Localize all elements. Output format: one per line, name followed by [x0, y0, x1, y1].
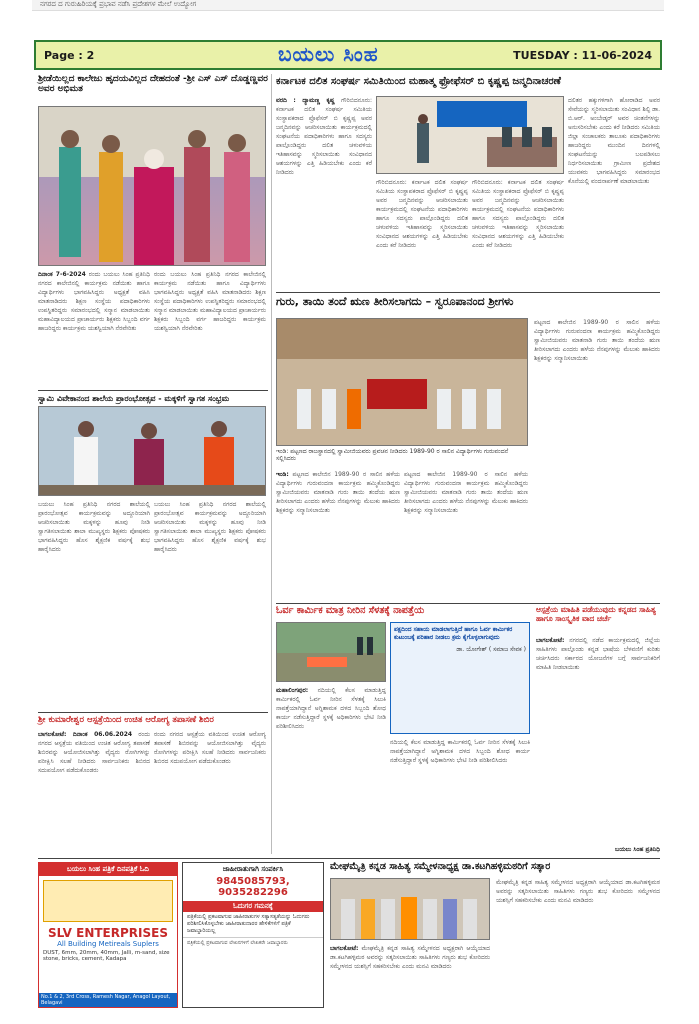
article6-photo	[276, 622, 386, 682]
article6-body-cont: ನದಿಯಲ್ಲಿ ಕೆಲಸ ಮಾಡುತ್ತಿದ್ದ ಕಾರ್ಮಿಕರಲ್ಲಿ ಓರ್ವ ನೀರಿನ ಸೆಳತಕ್ಕೆ ಸಿಲುಕಿ ನಾಪತ್ತೆಯಾಗಿದ್ದಾನೆ ಅಗ್ನಿಶಾಮಕ ದಳದ ಸಿಬ್ಬಂದಿ ಶೋಧ ಕಾರ್ಯ ನಡೆಸುತ್ತಿದ್ದಾರೆ ಸ್ಥಳಕ್ಕೆ ಅಧಿಕಾರಿಗಳು ಭೇಟಿ ನೀಡಿ ಪರಿಶೀಲಿಸಿದರು	[390, 739, 530, 764]
divider	[38, 712, 268, 713]
divider	[38, 390, 268, 391]
divider	[276, 603, 660, 604]
article4-body-col1	[38, 730, 150, 850]
stage-photo-illustration	[277, 319, 528, 446]
article5-body: ಪಟ್ಟಣದ ಕಾಲೇಜಿನ 1989-90 ರ ಸಾಲಿನ ಹಳೆಯ ವಿದ್ಯಾರ್ಥಿಗಳು ಗುರುವಂದನಾ ಕಾರ್ಯಕ್ರಮ ಹಮ್ಮಿಕೊಂಡಿದ್ದರು ಸ್ವಾಮೀಜಿಯವರು ಮಾತನಾಡಿ ಗುರು ತಾಯಿ ತಂದೆಯ ಋಣ ತೀರಿಸಲಾಗದು ಎಂದರು ಹಳೆಯ ನೆನಪುಗಳನ್ನು ಮೆಲುಕು ಹಾಕಿದರು ಶಿಕ್ಷಕರನ್ನು ಸನ್ಮಾನಿಸಲಾಯಿತು	[276, 471, 400, 514]
right-column-top-body: ದಲಿತರ ಹಕ್ಕುಗಳಿಗಾಗಿ ಹೋರಾಡಿದ ಅವರ ಸೇವೆಯನ್ನು ಸ್ಮರಿಸಲಾಯಿತು ಸಂವಿಧಾನ ಶಿಲ್ಪಿ ಡಾ. ಬಿ.ಆರ್. ಅಂಬೇಡ್ಕರ್ ಅವರ ಚಿಂತನೆಗಳನ್ನು ಅನುಸರಿಸಬೇಕು ಎಂದು ಕರೆ ನೀಡಿದರು ಸಮಿತಿಯ ಜಿಲ್ಲಾ ಸಂಚಾಲಕರು ತಾಲೂಕು ಪದಾಧಿಕಾರಿಗಳು ಹಾಜರಿದ್ದರು ಮುಂದಿನ ದಿನಗಳಲ್ಲಿ ಸಂಘಟನೆಯನ್ನು ಬಲಪಡಿಸಲು ನಿರ್ಧರಿಸಲಾಯಿತು ಗ್ರಾಮೀಣ ಪ್ರದೇಶದ ಯುವಕರು ಭಾಗವಹಿಸಿದ್ದರು ಸಮಾರಂಭದ ಕೊನೆಯಲ್ಲಿ ವಂದನಾರ್ಪಣೆ ಮಾಡಲಾಯಿತು	[568, 97, 660, 185]
article3-body: ಬಯಲು ಸಿಂಹ ಪ್ರತಿನಿಧಿ ನಗರದ ಶಾಲೆಯಲ್ಲಿ ಪ್ರಾರಂಭೋತ್ಸವ ಕಾರ್ಯಕ್ರಮವನ್ನು ಅದ್ದೂರಿಯಾಗಿ ಆಚರಿಸಲಾಯಿತು ಮಕ್ಕಳನ್ನು ಹೂವು ನೀಡಿ ಸ್ವಾಗತಿಸಲಾಯಿತು ಶಾಲಾ ಮುಖ್ಯಸ್ಥರು ಶಿಕ್ಷಕರು ಪೋಷಕರು ಭಾಗವಹಿಸಿದ್ದರು ಹೊಸ ಶೈಕ್ಷಣಿಕ ವರ್ಷಕ್ಕೆ ಶುಭ ಹಾರೈಸಿದರು	[38, 501, 150, 553]
divider	[38, 858, 660, 859]
event-photo-illustration	[377, 97, 564, 174]
article2-headline: ಕರ್ನಾಟಕ ದಲಿತ ಸಂಘರ್ಷ ಸಮಿತಿಯಿಂದ ಮಹಾತ್ಮ ಫ್ರೋಫೆಸರ್ ಬಿ ಕೃಷ್ಣಪ್ಪ ಜನ್ಮದಿನಾಚರಣೆ	[276, 76, 561, 87]
article8-body-cont: ಮೇಘಮೈತ್ರಿ ಕನ್ನಡ ಸಾಹಿತ್ಯ ಸಮ್ಮೇಳನದ ಅಧ್ಯಕ್ಷರಾಗಿ ಆಯ್ಕೆಯಾದ ಡಾ.ಕಟಗಿಹಳ್ಳಿಮಠ ಅವರನ್ನು ಸತ್ಕರಿಸಲಾಯಿತು ಸಾಹಿತಿಗಳು ಗಣ್ಯರು ಶುಭ ಕೋರಿದರು ಸಮ್ಮೇಳನದ ಯಶಸ್ಸಿಗೆ ಸಹಕರಿಸಬೇಕು ಎಂದು ಮನವಿ ಮಾಡಿದರು	[496, 879, 660, 904]
article5-body-col2	[404, 470, 528, 600]
article4-headline: ಶ್ರೀ ಕುಮಾರೇಶ್ವರ ಆಸ್ಪತ್ರೆಯಿಂದ ಉಚಿತ ಆರೋಗ್ಯ ತಪಾಸಣೆ ಶಿಬಿರ	[38, 715, 214, 725]
article5-dateline: ಇಂಡಿ:	[276, 471, 289, 478]
article3-photo	[38, 406, 266, 496]
article5-body-col3	[534, 318, 660, 600]
article6-quote: ಪಕ್ಷದಿಂದ ಸಹಾಯ ಮಾಡಲಾಗುತ್ತಿದೆ ಹಾಗೂ ಓರ್ವ ಕಾರ್ಮಿಕರ ಕುಟುಂಬಕ್ಕೆ ಪರಿಹಾರ ನೀಡಲು ಕ್ರಮ ಕೈಗೊಳ್ಳಲಾಗುವುದು	[394, 626, 513, 641]
ad1-header: ಬಯಲು ಸಿಂಹ ಪತ್ರಿಕೆ ದಿನಪತ್ರಿಕೆ ಓದಿ	[39, 863, 177, 876]
advertise-contact-ad	[182, 862, 324, 1008]
article1-body-col1	[38, 270, 150, 388]
article5-body-col1	[276, 470, 400, 600]
article8-body-col2	[496, 878, 660, 1010]
ad1-products: DUST, 6mm, 20mm, 40mm, Jalli, m-sand, size stone, bricks, cement, Kadapa	[43, 950, 170, 962]
article6-headline: ಓರ್ವ ಕಾರ್ಮಿಕ ಮಾತ್ರ ನೀರಿನ ಸೆಳತಕ್ಕೆ ನಾಪತ್ತೆಯ	[276, 605, 425, 616]
article1-headline: ಶ್ರೀಡೆಯಿಲ್ಲದ ಕಾಲೇಜು ಹೃದಯವಿಲ್ಲದ ದೇಹದಂತೆ -ಶ್ರೀ ಎಸ್ ಎಸ್ ದೊಡ್ಡಣ್ಣವರ ಅವರ ಅಭಿಮತ	[38, 74, 268, 95]
masthead	[34, 40, 662, 70]
article8-body-col1	[330, 944, 490, 1010]
page-number: Page : 2	[44, 49, 95, 62]
article6-quote-author: ಡಾ. ಯೋಗೇಶ್ ( ಸಮಾಜ ಸೇವಕ )	[456, 645, 526, 653]
article2-photo	[376, 96, 564, 174]
ad1-tagline: All Building Metireals Suplers	[57, 940, 159, 948]
column-divider	[271, 74, 272, 854]
ad1-photo	[43, 880, 173, 922]
article1-dateline: ದಿನಾಂಕ 7-6-2024	[38, 271, 86, 278]
article7-dateline: ಬಾಗಲಕೋಟೆ:	[536, 637, 565, 644]
article2-body-cont2: ಗೌರಿಬಿದನೂರು: ಕರ್ನಾಟಕ ದಲಿತ ಸಂಘರ್ಷ ಸಮಿತಿಯ ಸಂಸ್ಥಾಪಕರಾದ ಪ್ರೊಫೆಸರ್ ಬಿ ಕೃಷ್ಣಪ್ಪ ಅವರ ಜನ್ಮದಿನವನ್ನು ಆಚರಿಸಲಾಯಿತು ಕಾರ್ಯಕ್ರಮದಲ್ಲಿ ಸಂಘಟನೆಯ ಪದಾಧಿಕಾರಿಗಳು ಹಾಗೂ ಸದಸ್ಯರು ಪಾಲ್ಗೊಂಡಿದ್ದರು ದಲಿತ ಚಳುವಳಿಯ ಇತಿಹಾಸವನ್ನು ಸ್ಮರಿಸಲಾಯಿತು ಸಂವಿಧಾನದ ಆಶಯಗಳನ್ನು ಎತ್ತಿ ಹಿಡಿಯಬೇಕು ಎಂದು ಕರೆ ನೀಡಿದರು	[472, 179, 564, 249]
right-column-top	[568, 96, 660, 288]
article8-headline: ಮೇಘಮೈತ್ರಿ ಕನ್ನಡ ಸಾಹಿತ್ಯ ಸಮ್ಮೇಳನಾಧ್ಯಕ್ಷ ಡಾ.ಕಟಗಿಹಳ್ಳಿಮಠರಿಗೆ ಸತ್ಕಾರ	[330, 861, 551, 872]
article2-body-cont: ಗೌರಿಬಿದನೂರು: ಕರ್ನಾಟಕ ದಲಿತ ಸಂಘರ್ಷ ಸಮಿತಿಯ ಸಂಸ್ಥಾಪಕರಾದ ಪ್ರೊಫೆಸರ್ ಬಿ ಕೃಷ್ಣಪ್ಪ ಅವರ ಜನ್ಮದಿನವನ್ನು ಆಚರಿಸಲಾಯಿತು ಕಾರ್ಯಕ್ರಮದಲ್ಲಿ ಸಂಘಟನೆಯ ಪದಾಧಿಕಾರಿಗಳು ಹಾಗೂ ಸದಸ್ಯರು ಪಾಲ್ಗೊಂಡಿದ್ದರು ದಲಿತ ಚಳುವಳಿಯ ಇತಿಹಾಸವನ್ನು ಸ್ಮರಿಸಲಾಯಿತು ಸಂವಿಧಾನದ ಆಶಯಗಳನ್ನು ಎತ್ತಿ ಹಿಡಿಯಬೇಕು ಎಂದು ಕರೆ ನೀಡಿದರು	[376, 179, 468, 249]
article3-body-col2	[154, 500, 266, 710]
article5-photo	[276, 318, 528, 446]
river-photo-illustration	[277, 623, 386, 682]
article1-body-cont: ರಂದು ಬಯಲು ಸಿಂಹ ಪ್ರತಿನಿಧಿ ನಗರದ ಕಾಲೇಜಿನಲ್ಲಿ ಕಾರ್ಯಕ್ರಮ ನಡೆಯಿತು ಹಾಗೂ ವಿದ್ಯಾರ್ಥಿಗಳು ಭಾಗವಹಿಸಿದ್ದರು ಅಧ್ಯಕ್ಷತೆ ವಹಿಸಿ ಮಾತನಾಡಿದರು ಶಿಕ್ಷಣ ಸಂಸ್ಥೆಯ ಪದಾಧಿಕಾರಿಗಳು ಉಪಸ್ಥಿತರಿದ್ದರು ಸಮಾರಂಭದಲ್ಲಿ ಸನ್ಮಾನ ಮಾಡಲಾಯಿತು ಮಹಾವಿದ್ಯಾಲಯದ ಪ್ರಾಚಾರ್ಯರು ಶಿಕ್ಷಕರು ಸಿಬ್ಬಂದಿ ವರ್ಗ ಹಾಜರಿದ್ದರು ಕಾರ್ಯಕ್ರಮ ಯಶಸ್ವಿಯಾಗಿ ನೆರವೇರಿತು	[154, 271, 266, 332]
article4-body: ರಂದು ನಗರದ ಆಸ್ಪತ್ರೆಯ ವತಿಯಿಂದ ಉಚಿತ ಆರೋಗ್ಯ ತಪಾಸಣೆ ಶಿಬಿರವನ್ನು ಆಯೋಜಿಸಲಾಗಿತ್ತು ವೈದ್ಯರು ರೋಗಿಗಳನ್ನು ಪರೀಕ್ಷಿಸಿ ಸಲಹೆ ನೀಡಿದರು ಸಾರ್ವಜನಿಕರು ಶಿಬಿರದ ಸದುಪಯೋಗ ಪಡೆದುಕೊಂಡರು	[38, 731, 150, 774]
article6-dateline: ಮಹಾಲಿಂಗಪುರ:	[276, 687, 309, 694]
school-photo-illustration	[39, 407, 266, 496]
ad2-header: ಜಾಹೀರಾತುಗಾಗಿ ಸಂಪರ್ಕಿಸಿ	[222, 865, 284, 873]
top-strip-text: ನಗರದ ದ ಗುರುಹಿರಿಯಕ್ಕೆ ಪ್ರಭಾವ ನಡೆಸಿ ಪ್ರದೇಶಗಳ ಮೇಲೆ ಉದ್ಯೋಗ	[40, 0, 197, 8]
article1-photo	[38, 106, 266, 266]
article2-dateline: ವರದಿ : ದ್ಯಾಮಣ್ಣ ಕೃಷ್ಣ	[276, 97, 335, 104]
ad2-phone: 9845085793, 9035282296	[216, 876, 290, 898]
issue-date: TUESDAY : 11-06-2024	[513, 49, 652, 62]
ad2-footer: ಪತ್ರಿಕೆಯಲ್ಲಿ ಪ್ರಕಟವಾಗುವ ಲೇಖನಗಳಿಗೆ ಲೇಖಕರೇ ಜವಾಬ್ದಾರರು	[183, 937, 323, 948]
top-strip	[32, 0, 664, 11]
article8-photo	[330, 878, 490, 940]
ad1-address: No.1 & 2, 3rd Cross, Ramesh Nagar, Anagol Layout, Belagavi	[39, 993, 177, 1007]
article5-caption: ಇಂಡಿ: ಪಟ್ಟಣದ ರಾಜಸ್ಥಾನದಲ್ಲಿ ಸ್ವಾಮೀಜಿಯವರು ಪ್ರವಚನ ನೀಡಿದರು 1989-90 ರ ಸಾಲಿನ ವಿದ್ಯಾರ್ಥಿಗಳು ಗುರುವಂದನೆ ಸಲ್ಲಿಸಿದರು	[276, 448, 509, 463]
article5-body-cont2: ಪಟ್ಟಣದ ಕಾಲೇಜಿನ 1989-90 ರ ಸಾಲಿನ ಹಳೆಯ ವಿದ್ಯಾರ್ಥಿಗಳು ಗುರುವಂದನಾ ಕಾರ್ಯಕ್ರಮ ಹಮ್ಮಿಕೊಂಡಿದ್ದರು ಸ್ವಾಮೀಜಿಯವರು ಮಾತನಾಡಿ ಗುರು ತಾಯಿ ತಂದೆಯ ಋಣ ತೀರಿಸಲಾಗದು ಎಂದರು ಹಳೆಯ ನೆನಪುಗಳನ್ನು ಮೆಲುಕು ಹಾಕಿದರು ಶಿಕ್ಷಕರನ್ನು ಸನ್ಮಾನಿಸಲಾಯಿತು	[534, 319, 660, 362]
slv-enterprises-ad	[38, 862, 178, 1008]
article6-quote-box	[390, 622, 530, 734]
article4-body-cont: ರಂದು ನಗರದ ಆಸ್ಪತ್ರೆಯ ವತಿಯಿಂದ ಉಚಿತ ಆರೋಗ್ಯ ತಪಾಸಣೆ ಶಿಬಿರವನ್ನು ಆಯೋಜಿಸಲಾಗಿತ್ತು ವೈದ್ಯರು ರೋಗಿಗಳನ್ನು ಪರೀಕ್ಷಿಸಿ ಸಲಹೆ ನೀಡಿದರು ಸಾರ್ವಜನಿಕರು ಶಿಬಿರದ ಸದುಪಯೋಗ ಪಡೆದುಕೊಂಡರು	[154, 731, 266, 765]
article3-headline: ಸ್ವಾಮಿ ವಿವೇಕಾನಂದ ಶಾಲೆಯ ಪ್ರಾರಂಭೋತ್ಸವ - ಮಕ್ಕಳಿಗೆ ಸ್ವಾಗತ ಸಂಭ್ರಮ	[38, 394, 230, 403]
article7-body	[536, 636, 660, 846]
ad2-body: ಪತ್ರಿಕೆಯಲ್ಲಿ ಪ್ರಕಟವಾಗುವ ಜಾಹೀರಾತುಗಳ ಸತ್ಯಾಸತ್ಯತೆಯನ್ನು ಓದುಗರು ಪರಿಶೀಲಿಸಿಕೊಳ್ಳಬೇಕು ಜಾಹೀರಾತುದಾರರ ಹೇಳಿಕೆಗಳಿಗೆ ಪತ್ರಿಕೆ ಜವಾಬ್ದಾರಿಯಲ್ಲ	[187, 914, 310, 934]
article8-body: ಮೇಘಮೈತ್ರಿ ಕನ್ನಡ ಸಾಹಿತ್ಯ ಸಮ್ಮೇಳನದ ಅಧ್ಯಕ್ಷರಾಗಿ ಆಯ್ಕೆಯಾದ ಡಾ.ಕಟಗಿಹಳ್ಳಿಮಠ ಅವರನ್ನು ಸತ್ಕರಿಸಲಾಯಿತು ಸಾಹಿತಿಗಳು ಗಣ್ಯರು ಶುಭ ಕೋರಿದರು ಸಮ್ಮೇಳನದ ಯಶಸ್ಸಿಗೆ ಸಹಕರಿಸಬೇಕು ಎಂದು ಮನವಿ ಮಾಡಿದರು	[330, 945, 490, 970]
ad1-company: SLV ENTERPRISES	[48, 926, 168, 940]
article4-body-col2	[154, 730, 266, 850]
article5-headline: ಗುರು, ತಾಯಿ ತಂದೆ ಋಣ ತೀರಿಸಲಾಗದು – ಸ್ವರೂಪಾನಂದ ಶ್ರೀಗಳು	[276, 295, 514, 308]
ad2-title: ಓದುಗರ ಗಮನಕ್ಕೆ	[183, 901, 323, 912]
article3-body-cont: ಬಯಲು ಸಿಂಹ ಪ್ರತಿನಿಧಿ ನಗರದ ಶಾಲೆಯಲ್ಲಿ ಪ್ರಾರಂಭೋತ್ಸವ ಕಾರ್ಯಕ್ರಮವನ್ನು ಅದ್ದೂರಿಯಾಗಿ ಆಚರಿಸಲಾಯಿತು ಮಕ್ಕಳನ್ನು ಹೂವು ನೀಡಿ ಸ್ವಾಗತಿಸಲಾಯಿತು ಶಾಲಾ ಮುಖ್ಯಸ್ಥರು ಶಿಕ್ಷಕರು ಪೋಷಕರು ಭಾಗವಹಿಸಿದ್ದರು ಹೊಸ ಶೈಕ್ಷಣಿಕ ವರ್ಷಕ್ಕೆ ಶುಭ ಹಾರೈಸಿದರು	[154, 501, 266, 553]
article8-dateline: ಬಾಗಲಕೋಟೆ:	[330, 945, 359, 952]
article6-body-col1	[276, 686, 386, 856]
article4-dateline: ಬಾಗಲಕೋಟೆ: ದಿನಾಂಕ 06.06.2024	[38, 731, 133, 738]
article5-body-cont: ಪಟ್ಟಣದ ಕಾಲೇಜಿನ 1989-90 ರ ಸಾಲಿನ ಹಳೆಯ ವಿದ್ಯಾರ್ಥಿಗಳು ಗುರುವಂದನಾ ಕಾರ್ಯಕ್ರಮ ಹಮ್ಮಿಕೊಂಡಿದ್ದರು ಸ್ವಾಮೀಜಿಯವರು ಮಾತನಾಡಿ ಗುರು ತಾಯಿ ತಂದೆಯ ಋಣ ತೀರಿಸಲಾಗದು ಎಂದರು ಹಳೆಯ ನೆನಪುಗಳನ್ನು ಮೆಲುಕು ಹಾಕಿದರು ಶಿಕ್ಷಕರನ್ನು ಸನ್ಮಾನಿಸಲಾಯಿತು	[404, 471, 528, 514]
article3-body-col1	[38, 500, 150, 710]
article7-body-text: ನಗರದಲ್ಲಿ ನಡೆದ ಕಾರ್ಯಕ್ರಮದಲ್ಲಿ ಜಿಲ್ಲೆಯ ಸಾಹಿತಿಗಳು ಪಾಲ್ಗೊಂಡು ಕನ್ನಡ ಭಾಷೆಯ ಬೆಳವಣಿಗೆ ಕುರಿತು ಚರ್ಚಿಸಿದರು ಸರ್ಕಾರದ ಯೋಜನೆಗಳ ಬಗ್ಗೆ ಸಾರ್ವಜನಿಕರಿಗೆ ಮಾಹಿತಿ ನೀಡಲಾಯಿತು	[536, 637, 660, 671]
article2-body-col2	[376, 178, 468, 288]
article2-body-col1	[276, 96, 372, 288]
article6-body: ನದಿಯಲ್ಲಿ ಕೆಲಸ ಮಾಡುತ್ತಿದ್ದ ಕಾರ್ಮಿಕರಲ್ಲಿ ಓರ್ವ ನೀರಿನ ಸೆಳತಕ್ಕೆ ಸಿಲುಕಿ ನಾಪತ್ತೆಯಾಗಿದ್ದಾನೆ ಅಗ್ನಿಶಾಮಕ ದಳದ ಸಿಬ್ಬಂದಿ ಶೋಧ ಕಾರ್ಯ ನಡೆಸುತ್ತಿದ್ದಾರೆ ಸ್ಥಳಕ್ಕೆ ಅಧಿಕಾರಿಗಳು ಭೇಟಿ ನೀಡಿ ಪರಿಶೀಲಿಸಿದರು	[276, 687, 386, 730]
article1-body: ರಂದು ಬಯಲು ಸಿಂಹ ಪ್ರತಿನಿಧಿ ನಗರದ ಕಾಲೇಜಿನಲ್ಲಿ ಕಾರ್ಯಕ್ರಮ ನಡೆಯಿತು ಹಾಗೂ ವಿದ್ಯಾರ್ಥಿಗಳು ಭಾಗವಹಿಸಿದ್ದರು ಅಧ್ಯಕ್ಷತೆ ವಹಿಸಿ ಮಾತನಾಡಿದರು ಶಿಕ್ಷಣ ಸಂಸ್ಥೆಯ ಪದಾಧಿಕಾರಿಗಳು ಉಪಸ್ಥಿತರಿದ್ದರು ಸಮಾರಂಭದಲ್ಲಿ ಸನ್ಮಾನ ಮಾಡಲಾಯಿತು ಮಹಾವಿದ್ಯಾಲಯದ ಪ್ರಾಚಾರ್ಯರು ಶಿಕ್ಷಕರು ಸಿಬ್ಬಂದಿ ವರ್ಗ ಹಾಜರಿದ್ದರು ಕಾರ್ಯಕ್ರಮ ಯಶಸ್ವಿಯಾಗಿ ನೆರವೇರಿತು	[38, 271, 150, 332]
newspaper-brand: ಬಯಲು ಸಿಂಹ	[278, 42, 379, 66]
group-photo-illustration	[39, 107, 266, 266]
article6-body-col2	[390, 738, 530, 856]
felicitation-photo-illustration	[331, 879, 490, 940]
article7-byline: ಬಯಲು ಸಿಂಹ ಪ್ರತಿನಿಧಿ	[615, 846, 660, 853]
article2-body-col3	[472, 178, 564, 288]
article7-headline: ಆಸ್ಪತ್ರೆಯ ಮಾಹಿತಿ ಪಡೆಯುವುದು ಕನ್ನಡದ ಸಾಹಿತ್ಯ ಹಾಗೂ ಸಾಂಸ್ಕೃತಿಕ ವಾದ ಚರ್ಚೆ	[536, 605, 656, 623]
divider	[276, 292, 660, 293]
article2-body: ಗೌರಿಬಿದನೂರು: ಕರ್ನಾಟಕ ದಲಿತ ಸಂಘರ್ಷ ಸಮಿತಿಯ ಸಂಸ್ಥಾಪಕರಾದ ಪ್ರೊಫೆಸರ್ ಬಿ ಕೃಷ್ಣಪ್ಪ ಅವರ ಜನ್ಮದಿನವನ್ನು ಆಚರಿಸಲಾಯಿತು ಕಾರ್ಯಕ್ರಮದಲ್ಲಿ ಸಂಘಟನೆಯ ಪದಾಧಿಕಾರಿಗಳು ಹಾಗೂ ಸದಸ್ಯರು ಪಾಲ್ಗೊಂಡಿದ್ದರು ದಲಿತ ಚಳುವಳಿಯ ಇತಿಹಾಸವನ್ನು ಸ್ಮರಿಸಲಾಯಿತು ಸಂವಿಧಾನದ ಆಶಯಗಳನ್ನು ಎತ್ತಿ ಹಿಡಿಯಬೇಕು ಎಂದು ಕರೆ ನೀಡಿದರು	[276, 97, 372, 176]
article1-body-col2	[154, 270, 266, 388]
